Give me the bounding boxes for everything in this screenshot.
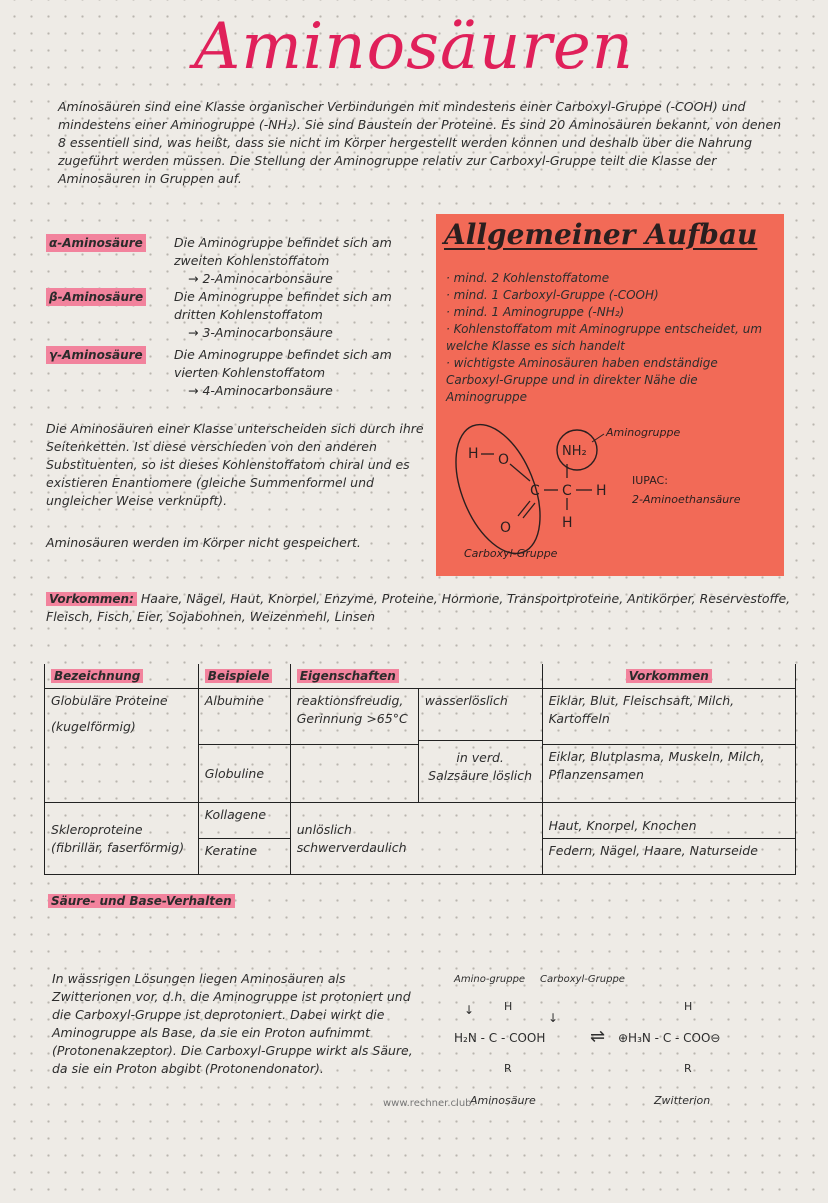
general-structure-box: [436, 214, 784, 576]
atom-h-bottom: H: [562, 515, 573, 531]
double-bond: [518, 501, 530, 516]
property-wasserloeslich: wasserlöslich: [419, 689, 542, 741]
definition-label: γ-Aminosäure: [46, 346, 146, 364]
atom-h-right: H: [596, 483, 607, 499]
protein-class-name: Globuläre Proteine: [51, 693, 168, 708]
cell-albumine-prop2: [418, 689, 542, 803]
acidbase-title: Säure- und Base-Verhalten: [48, 894, 235, 908]
glycine-structure-diagram: [436, 214, 784, 576]
intro-paragraph: Aminosäuren sind eine Klasse organischer Verbindungen mit mindestens einer Carboxyl-Gruppe (-COOH) und mindestens einer Aminogruppe (-NH₂). Sie sind Baustein der Proteine. Es sind 20 Aminosäuren bekannt, von denen 8 essentiell sind, was heißt, dass sie nicht im Körper hergestellt werden können und deshalb über die Nahrung zugeführt werden müssen. Die Stellung der Aminogruppe relativ zur Carboxyl-Gruppe teilt die Klasse der Aminosäuren in Gruppen auf.: [58, 99, 782, 186]
cell-albumine-occ: Eiklar, Blut, Fleischsaft, Milch, Kartoffeln: [542, 689, 795, 745]
zwitterion-diagram: [440, 970, 810, 1110]
arrow-down-icon: ↓: [548, 1011, 559, 1025]
label-carboxyl-gruppe: Carboxyl-Gruppe: [464, 547, 558, 560]
definition-label: β-Aminosäure: [46, 288, 146, 306]
table-row: [45, 689, 796, 745]
box-title: Allgemeiner Aufbau: [444, 218, 758, 251]
formula-aminosaeure: H₂N - C - COOH: [454, 1031, 546, 1045]
atom-o-bottom: O: [500, 520, 512, 536]
atom-o-top: O: [498, 452, 510, 468]
definition-text: [174, 288, 434, 342]
footer-watermark: www.rechner.club: [383, 1098, 472, 1109]
page-title: Aminosäuren: [193, 10, 635, 84]
cell-globuline-prop1: [290, 745, 418, 803]
protein-class-sub: (fibrillär, faserförmig): [51, 839, 185, 855]
list-item: · wichtigste Aminosäuren haben endständige Carboxyl-Gruppe und in direkter Nähe die Aminogruppe: [446, 356, 718, 404]
table-header-row: [45, 664, 796, 689]
list-item: · mind. 2 Kohlenstoffatome: [446, 271, 610, 285]
table-row: [45, 803, 796, 839]
definition-description: Die Aminogruppe befindet sich am dritten Kohlenstoffatom: [174, 289, 392, 322]
cell-kollagene: Kollagene: [198, 803, 290, 839]
definition-description: Die Aminogruppe befindet sich am vierten Kohlenstoffatom: [174, 347, 392, 380]
definition-beta: [46, 288, 426, 342]
list-item: · Kohlenstoffatom mit Aminogruppe entscheidet, um welche Klasse es sich handelt: [446, 322, 763, 353]
definition-result: → 4-Aminocarbonsäure: [188, 383, 333, 398]
definition-alpha: [46, 234, 426, 288]
protein-class-sub: (kugelförmig): [51, 719, 136, 734]
iupac-name: 2-Aminoethansäure: [632, 493, 741, 506]
atom-c-left: C: [530, 483, 540, 499]
cell-globular: [45, 689, 199, 803]
definition-description: Die Aminogruppe befindet sich am zweiten Kohlenstoffatom: [174, 235, 392, 268]
definition-result: → 2-Aminocarbonsäure: [188, 271, 333, 286]
cell-albumine: Albumine: [198, 689, 290, 745]
caption-aminosaeure: Aminosäure: [470, 1094, 536, 1107]
protein-class-name: Skleroproteine: [51, 821, 143, 837]
cell-albumine-prop1: reaktionsfreudig, Gerinnung >65°C: [290, 689, 418, 745]
cell-globuline-occ: Eiklar, Blutplasma, Muskeln, Milch, Pflanzensamen: [542, 745, 795, 803]
sidechain-paragraph: Die Aminosäuren einer Klasse unterscheiden sich durch ihre Seitenketten. Ist diese verschieden von den anderen Substituenten, so ist dieses Kohlenstoffatom chiral und es existieren Enantiomere (gleiche Summenformel und ungleicher Weise verknüpft).: [46, 421, 424, 508]
atom-c-mid: C: [562, 483, 572, 499]
atom-h: H: [504, 1000, 513, 1013]
definition-text: [174, 234, 434, 288]
occurrence-text: Haare, Nägel, Haut, Knorpel, Enzyme, Proteine, Hormone, Transportproteine, Antikörper, Reservestoffe, Fleisch, Fisch, Eier, Sojabohnen, Weizenmehl, Linsen: [46, 591, 791, 624]
acidbase-heading: [48, 892, 235, 910]
cell-sclero-occ2: Federn, Nägel, Haare, Naturseide: [542, 839, 795, 875]
cell-globuline: Globuline: [198, 745, 290, 803]
cell-sclero-prop: [290, 803, 542, 875]
cell-keratine: Keratine: [198, 839, 290, 875]
property-unloeslich: unlöslich schwerverdaulich: [296, 821, 407, 855]
atom-h: H: [684, 1000, 693, 1013]
definition-text: [174, 346, 434, 400]
double-bond: [523, 503, 535, 518]
label-aminogruppe: Aminogruppe: [606, 426, 681, 439]
header-beispiele: Beispiele: [198, 664, 290, 689]
acidbase-intro: [52, 970, 442, 1078]
atom-h-left: H: [468, 446, 479, 462]
list-item: · mind. 1 Aminogruppe (-NH₂): [446, 305, 625, 319]
storage-note: Aminosäuren werden im Körper nicht gespeichert.: [46, 535, 361, 550]
atom-r: R: [684, 1062, 692, 1075]
cell-sclero-occ1: Haut, Knorpel, Knochen: [542, 803, 795, 839]
iupac-title: IUPAC:: [632, 474, 668, 487]
property-salzsaeure: in verd. Salzsäure löslich: [428, 750, 533, 783]
occurrence-label: Vorkommen:: [46, 592, 137, 606]
header-vorkommen: Vorkommen: [542, 664, 795, 689]
list-item: · mind. 1 Carboxyl-Gruppe (-COOH): [446, 288, 659, 302]
equilibrium-icon: ⇌: [590, 1026, 606, 1047]
label-carboxylgruppe: Carboxyl-Gruppe: [540, 974, 625, 985]
atom-r: R: [504, 1062, 512, 1075]
protein-table: [44, 664, 796, 875]
acidbase-text: In wässrigen Lösungen liegen Aminosäuren als Zwitterionen vor, d.h. die Aminogruppe ist protoniert und die Carboxyl-Gruppe ist deprotoniert. Dabei wirkt die Aminogruppe als Base, da sie ein Proton aufnimmt (Protonenakzeptor). Die Carboxyl-Gruppe wirkt als Säure, da sie ein Proton abgibt (Protonendonator).: [52, 971, 413, 1076]
atom-nh2: NH₂: [562, 444, 587, 459]
header-bezeichnung: Bezeichnung: [45, 664, 199, 689]
formula-zwitterion: ⊕H₃N - C - COO⊖: [618, 1031, 721, 1045]
definition-label: α-Aminosäure: [46, 234, 146, 252]
cell-sclero: [45, 803, 199, 875]
definition-result: → 3-Aminocarbonsäure: [188, 325, 333, 340]
label-aminogruppe: Amino-gruppe: [454, 974, 526, 985]
caption-zwitterion: Zwitterion: [654, 1094, 711, 1107]
header-eigenschaften: Eigenschaften: [290, 664, 542, 689]
definition-gamma: [46, 346, 426, 400]
occurrence-line: [46, 590, 806, 626]
arrow-down-icon: ↓: [464, 1003, 475, 1017]
